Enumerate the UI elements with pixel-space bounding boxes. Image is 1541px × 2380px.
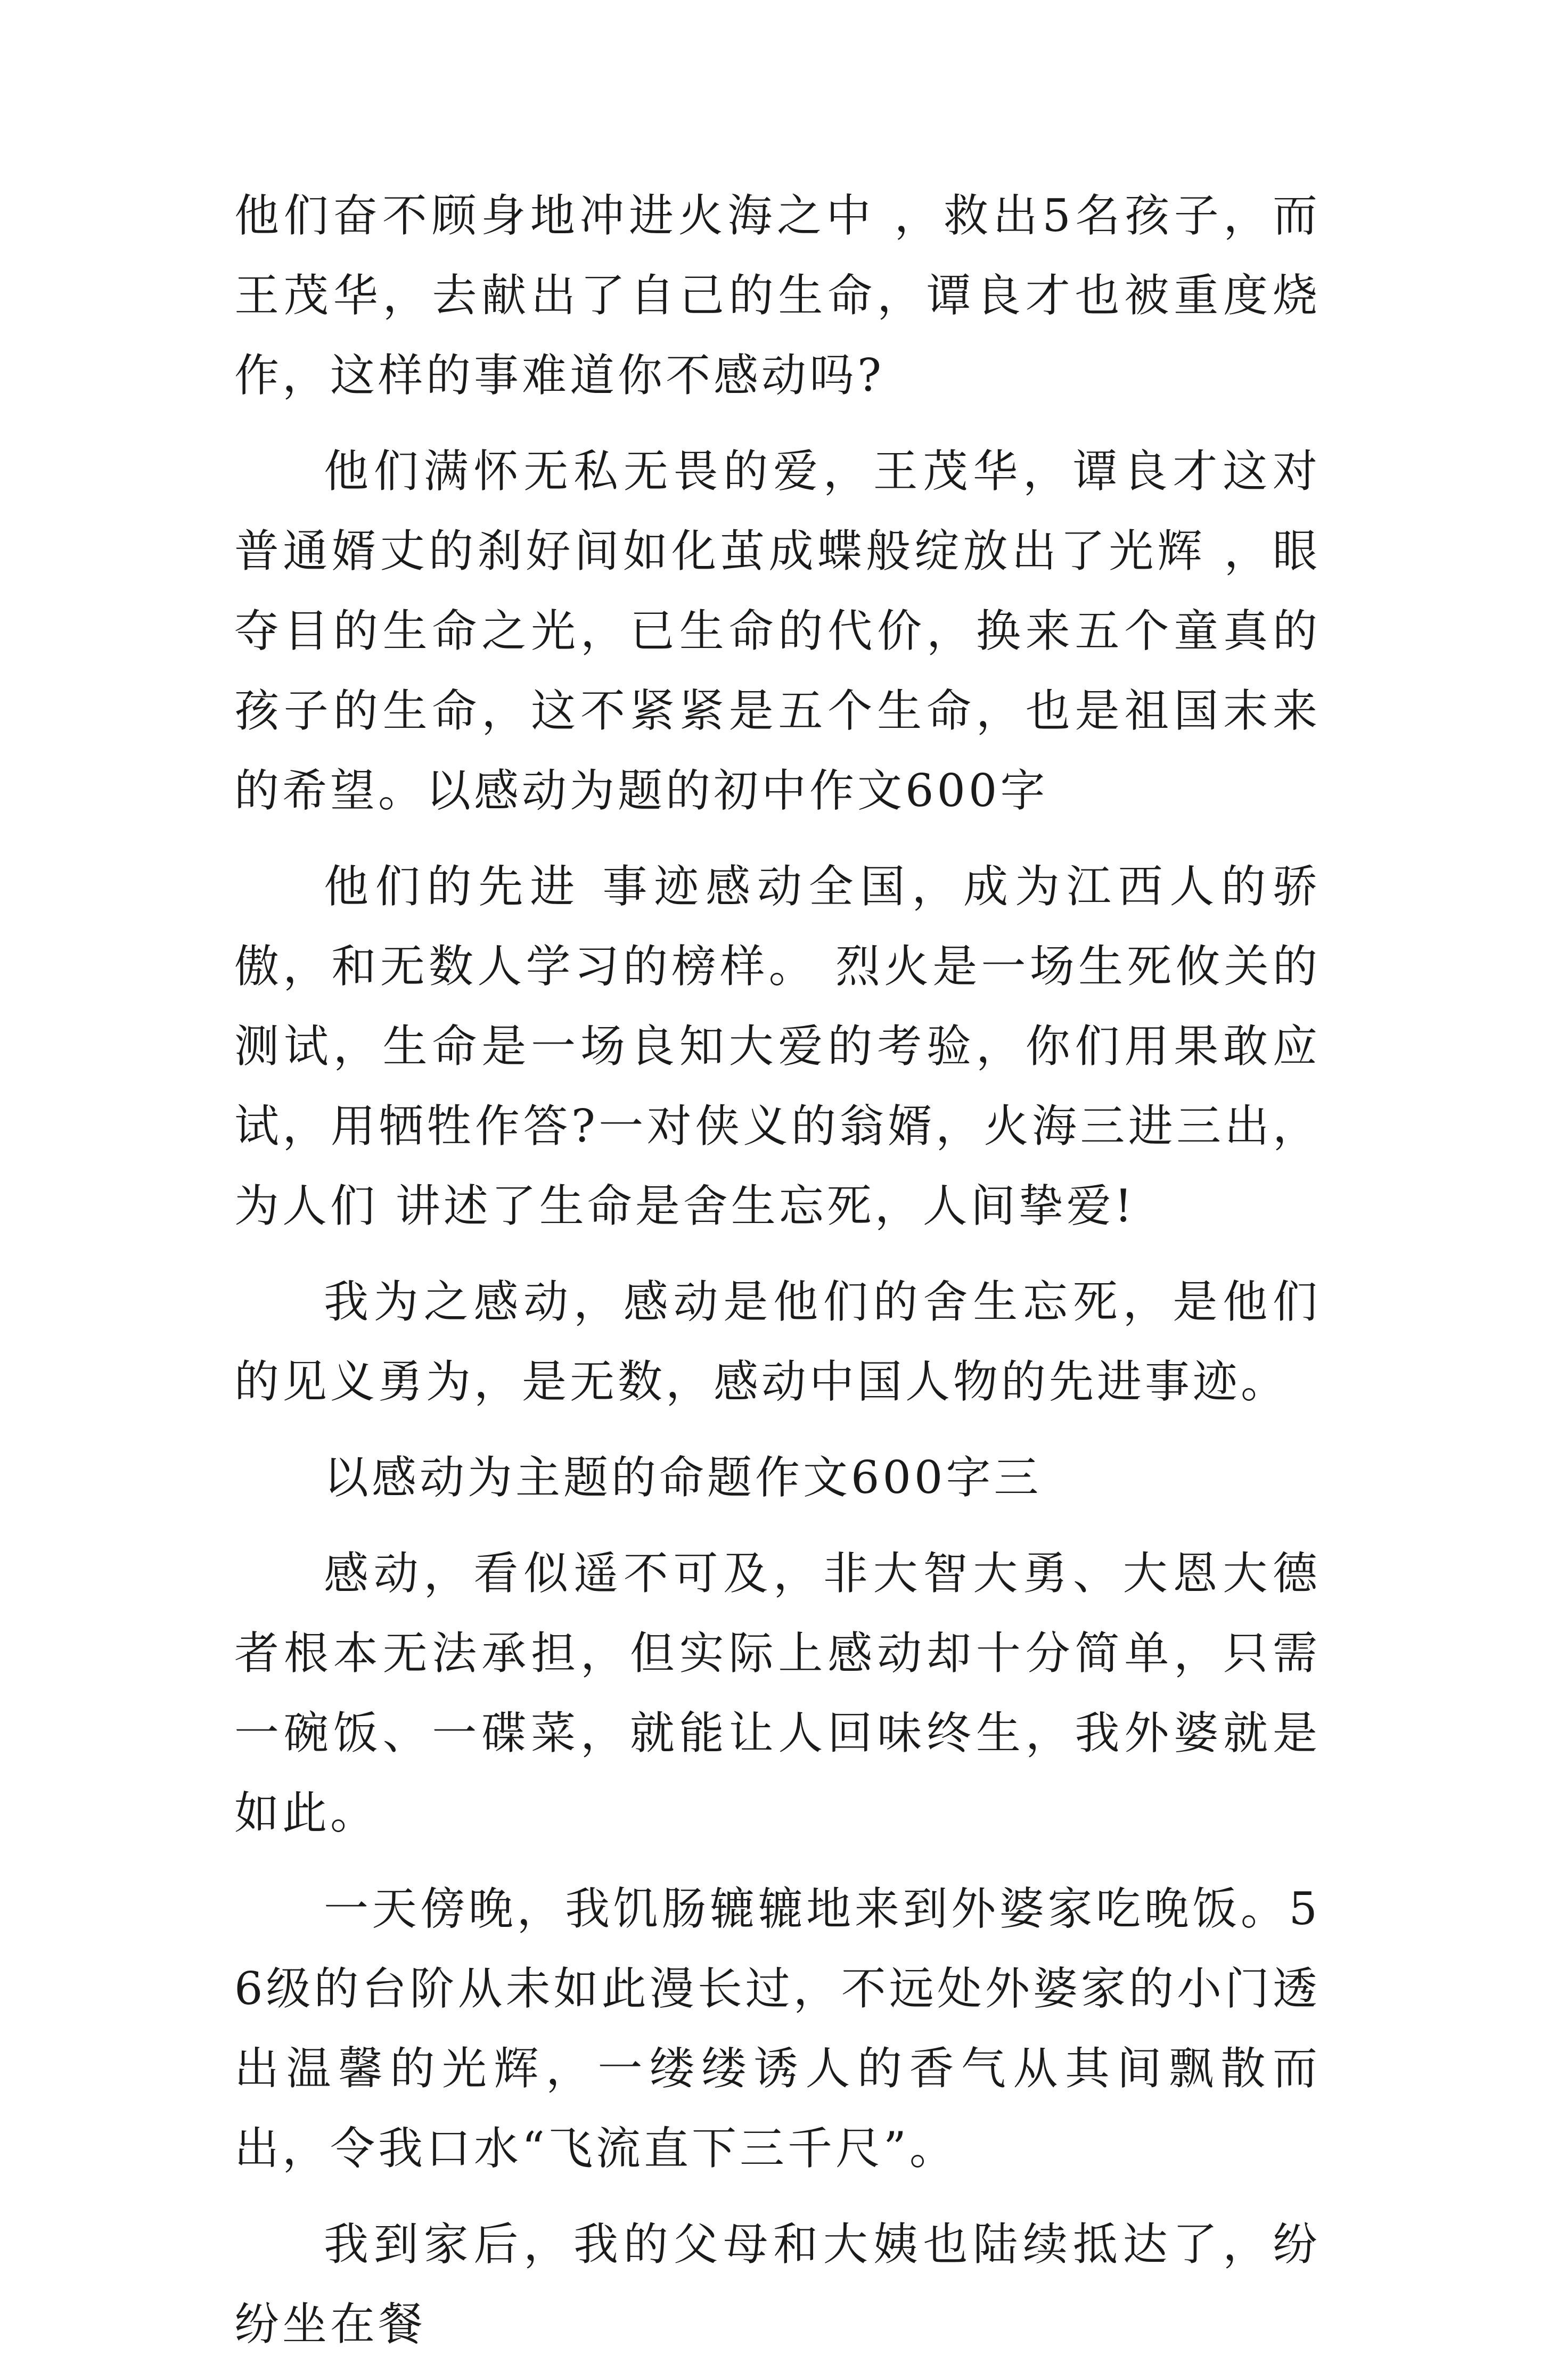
document-body <box>234 176 1321 2380</box>
paragraph-7: 一天傍晚，我饥肠辘辘地来到外婆家吃晚饭。56级的台阶从未如此漫长过，不远处外婆家的小门透出温馨的光辉，一缕缕诱人的香气从其间飘散而出，令我口水“飞流直下三千尺”。 <box>234 1883 1321 2174</box>
paragraph-8: 我到家后，我的父母和大姨也陆续抵达了，纷纷坐在餐 <box>234 2218 1321 2350</box>
paragraph-3: 他们的先进 事迹感动全国，成为江西人的骄傲，和无数人学习的榜样。 烈火是一场生死攸关的测试，生命是一场良知大爱的考验，你们用果敢应试，用牺牲作答?一对侠义的翁婿，火海三进三出，为人们 讲述了生命是舍生忘死，人间挚爱! <box>234 860 1321 1232</box>
paragraph-4: 我为之感动，感动是他们的舍生忘死，是他们的见义勇为，是无数，感动中国人物的先进事迹。 <box>234 1276 1321 1408</box>
paragraph-1: 他们奋不顾身地冲进火海之中 ，救出5名孩子，而王茂华，去献出了自己的生命，谭良才也被重度烧作，这样的事难道你不感动吗? <box>234 190 1321 401</box>
paragraph-2: 他们满怀无私无畏的爱，王茂华，谭良才这对普通婿丈的刹好间如化茧成蝶般绽放出了光辉 ，眼夺目的生命之光，已生命的代价，换来五个童真的孩子的生命，这不紧紧是五个生命，也是祖国末来的希望。以感动为题的初中作文600字 <box>234 445 1321 817</box>
paragraph-6: 感动，看似遥不可及，非大智大勇、大恩大德者根本无法承担，但实际上感动却十分简单，只需一碗饭、一碟菜，就能让人回味终生，我外婆就是如此。 <box>234 1547 1321 1839</box>
section-heading: 以感动为主题的命题作文600字三 <box>324 1451 1042 1504</box>
